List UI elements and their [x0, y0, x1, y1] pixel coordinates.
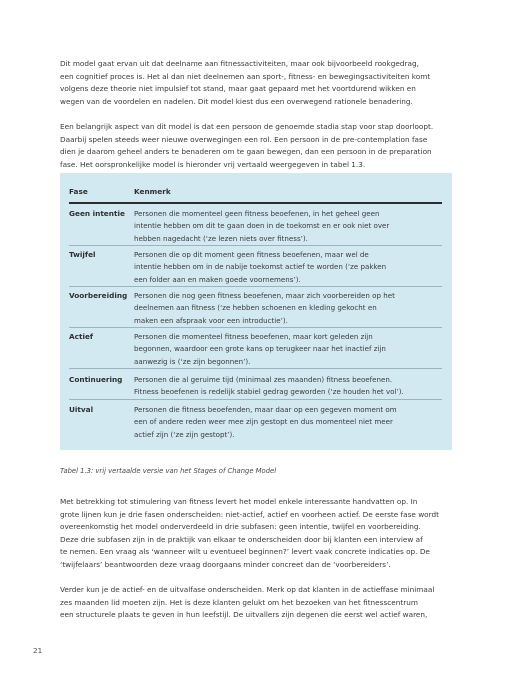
text-line: te nemen. Een vraag als ‘wanneer wilt u eventueel beginnen?’ levert vaak concrete indicaties op. De	[60, 547, 430, 557]
text-line: maken een afspraak voor een introductie’).	[134, 315, 288, 325]
text-line: Personen die momenteel fitness beoefenen, maar kort geleden zijn	[134, 332, 373, 341]
table-row-description	[134, 404, 444, 441]
text-line: zes maanden lid moeten zijn. Het is deze klanten gelukt om het bezoeken van het fitnesscentrum	[60, 597, 418, 607]
table-row-description	[134, 208, 444, 245]
text-line: volgens deze theorie niet impulsief tot stand, maar gaat gepaard met het voortdurend wikken en	[60, 84, 416, 94]
paragraph-stages	[60, 121, 447, 171]
text-line: overeenkomstig het model onderverdeeld in drie subfasen: geen intentie, twijfel en voorbereiding.	[60, 522, 421, 532]
table-row-description	[134, 290, 444, 327]
text-line: intentie hebben om dit te gaan doen in de toekomst en er ook niet over	[134, 221, 390, 231]
table-row-divider	[69, 399, 442, 400]
table-row-fase: Twijfel	[69, 250, 96, 259]
table-row-fase: Uitval	[69, 405, 94, 414]
table-caption: Tabel 1.3: vrij vertaalde versie van het Stages of Change Model	[60, 467, 277, 475]
text-line: Personen die momenteel geen fitness beoefenen, in het geheel geen	[134, 209, 380, 218]
text-line: dien je daarom geheel anders te benaderen om te gaan bewegen, dan een persoon in de preparation	[60, 147, 432, 157]
table-header-fase: Fase	[69, 187, 88, 196]
text-line: wegen van de voordelen en nadelen. Dit model kiest dus een overwegend rationele benadering.	[60, 96, 413, 106]
text-line: Daarbij spelen steeds weer nieuwe overwegingen een rol. Een persoon in de pre-contemplation fase	[60, 134, 428, 144]
text-line: grote lijnen kun je drie fasen onderscheiden: niet-actief, actief en voorheen actief. De eerste fase wordt	[60, 509, 439, 519]
table-row-divider	[69, 245, 442, 246]
text-line: ‘twijfelaars’ beantwoorden deze vraag doorgaans minder concreet dan de ‘voorbereiders’.	[60, 559, 391, 569]
table-row-description	[134, 249, 444, 286]
text-line: een cognitief proces is. Het al dan niet deelnemen aan sport-, fitness- en bewegingsactiviteiten komt	[60, 71, 431, 81]
paragraph-intro	[60, 58, 447, 108]
table-row-fase: Geen intentie	[69, 209, 125, 218]
text-line: Verder kun je de actief- en de uitvalfase onderscheiden. Merk op dat klanten in de actieffase minimaal	[60, 585, 435, 594]
text-line: Personen die al geruime tijd (minimaal zes maanden) fitness beoefenen.	[134, 375, 393, 384]
table-row-fase: Voorbereiding	[69, 291, 128, 300]
page-number: 21	[33, 646, 43, 655]
text-line: Dit model gaat ervan uit dat deelname aan fitnessactiviteiten, maar ook bijvoorbeeld rookgedrag,	[60, 59, 419, 68]
text-line: een structurele plaats te geven in hun leefstijl. De uitvallers zijn degenen die eerst wel actief waren,	[60, 610, 428, 620]
table-header-kenmerk: Kenmerk	[134, 187, 171, 196]
text-line: Personen die nog geen fitness beoefenen, maar zich voorbereiden op het	[134, 291, 395, 300]
table-row-divider	[69, 286, 442, 287]
table-row-divider	[69, 327, 442, 328]
text-line: deelnemen aan fitness (‘ze hebben schoenen en kleding gekocht en	[134, 303, 377, 313]
text-line: Personen die op dit moment geen fitness beoefenen, maar wel de	[134, 250, 369, 259]
text-line: een of andere reden weer mee zijn gestopt en dus momenteel niet meer	[134, 417, 393, 427]
table-row-fase: Actief	[69, 332, 94, 341]
text-line: actief zijn (‘ze zijn gestopt’).	[134, 429, 235, 439]
paragraph-stimulation	[60, 496, 447, 572]
text-line: intentie hebben om in de nabije toekomst actief te worden (‘ze pakken	[134, 262, 387, 272]
text-line: Met betrekking tot stimulering van fitness levert het model enkele interessante handvatten op. In	[60, 497, 418, 506]
text-line: fase. Het oorspronkelijke model is hieronder vrij vertaald weergegeven in tabel 1.3.	[60, 159, 366, 169]
text-line: Deze drie subfasen zijn in de praktijk van elkaar te onderscheiden door bij klanten een interview af	[60, 534, 423, 544]
text-line: Fitness beoefenen is redelijk stabiel gedrag geworden (‘ze houden het vol’).	[134, 387, 404, 397]
table-row-divider	[69, 368, 442, 369]
table-row-description	[134, 331, 444, 368]
table-header-rule	[69, 202, 442, 204]
table-row-fase: Continuering	[69, 375, 123, 384]
text-line: begonnen, waardoor een grote kans op terugkeer naar het inactief zijn	[134, 344, 386, 354]
text-line: Een belangrijk aspect van dit model is dat een persoon de genoemde stadia stap voor stap doorloopt.	[60, 122, 434, 131]
text-line: aanwezig is (‘ze zijn begonnen’).	[134, 356, 251, 366]
text-line: een folder aan en maken goede voornemens’).	[134, 274, 301, 284]
text-line: Personen die fitness beoefenden, maar daar op een gegeven moment om	[134, 405, 397, 414]
table-row-description	[134, 374, 444, 399]
text-line: hebben nagedacht (‘ze lezen niets over fitness’).	[134, 233, 308, 243]
paragraph-active-dropout	[60, 584, 447, 622]
